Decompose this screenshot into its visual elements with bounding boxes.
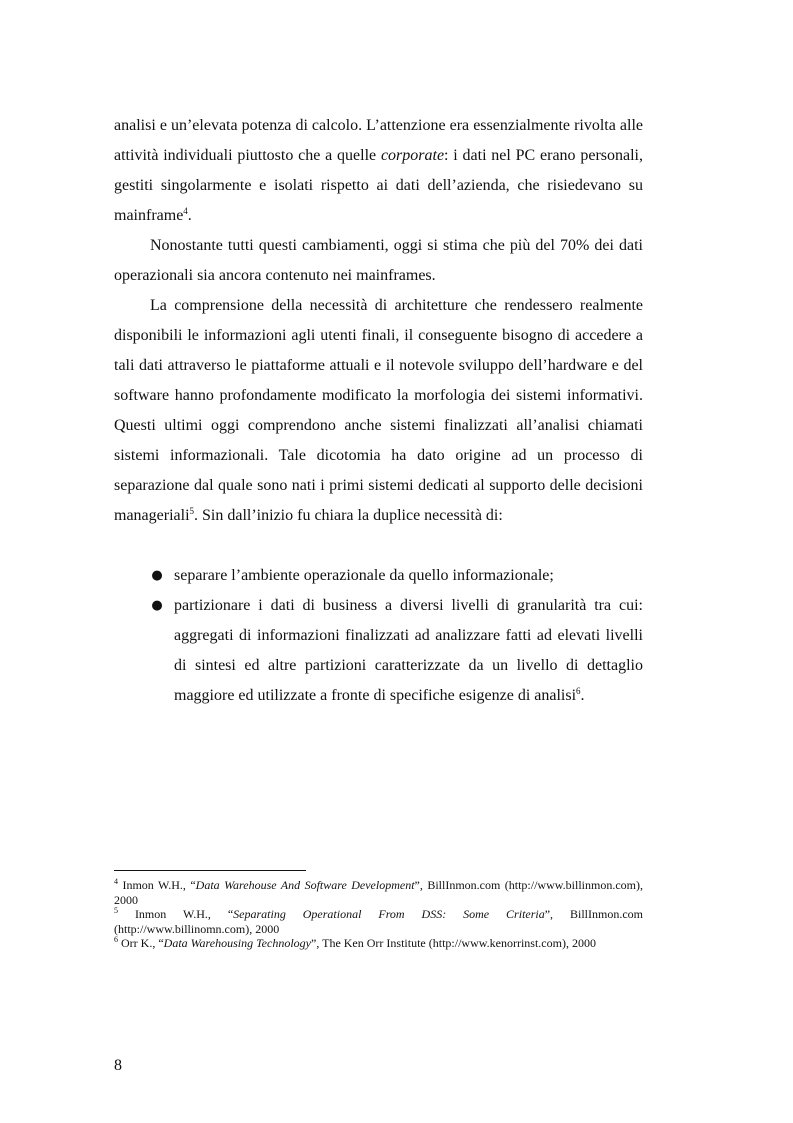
paragraph-1-text: analisi e un’elevata potenza di calcolo. L’attenzione era essenzialmente rivolta alle attività individuali piuttosto che a quelle <box>114 117 643 164</box>
footnote-ref-4[interactable]: 4 <box>183 206 188 216</box>
list-item <box>114 591 643 711</box>
footnote-number: 4 <box>114 877 118 886</box>
list-item-text: separare l’ambiente operazionale da quello informazionale; <box>174 567 554 584</box>
footnote-5 <box>114 907 643 936</box>
emphasis-corporate: corporate <box>380 147 445 164</box>
footnote-title: Separating Operational From DSS: Some Criteria <box>233 907 545 921</box>
footnote-6 <box>114 936 643 951</box>
body-text <box>114 111 643 711</box>
footnote-source: ”, BillInmon.com (http://www.billinomn.com), 2000 <box>114 907 643 936</box>
footnote-source: ”, The Ken Orr Institute (http://www.kenorrinst.com), 2000 <box>311 936 596 950</box>
paragraph-1-end: . <box>187 207 192 224</box>
paragraph-3-end: . Sin dall’inizio fu chiara la duplice necessità di: <box>194 507 503 524</box>
bullet-dot-icon: ● <box>151 598 163 613</box>
footnotes <box>114 878 643 951</box>
footnote-title: Data Warehouse And Software Development <box>195 878 415 892</box>
paragraph-3-text: La comprensione della necessità di architetture che rendessero realmente disponibili le informazioni agli utenti finali, il conseguente bisogno di accedere a tali dati attraverso le piattaforme attuali e il notevole sviluppo dell’hardware e del software hanno profondamente modificato la morfologia dei sistemi informativi. Questi ultimi oggi comprendono anche sistemi finalizzati all’analisi chiamati sistemi informazionali. Tale dicotomia ha dato origine ad un processo di separazione dal quale sono nati i primi sistemi dedicati al supporto delle decisioni manageriali <box>114 297 643 524</box>
footnote-title: Data Warehousing Technology <box>163 936 311 950</box>
footnote-4 <box>114 878 643 907</box>
list-item-end: . <box>580 687 585 704</box>
list-item-text: partizionare i dati di business a diversi livelli di granularità tra cui: aggregati di informazioni finalizzati ad analizzare fatti ad elevati livelli di sintesi ed altre partizioni caratterizzate da un livello di dettaglio maggiore ed utilizzate a fronte di specifiche esigenze di analisi <box>174 597 643 704</box>
footnote-ref-6[interactable]: 6 <box>576 686 581 696</box>
footnote-author: Orr K., “ <box>118 936 164 950</box>
footnote-number: 6 <box>114 935 118 944</box>
footnote-source: ”, BillInmon.com (http://www.billinmon.com), 2000 <box>114 878 643 907</box>
paragraph-1 <box>114 111 643 231</box>
footnote-separator <box>114 870 306 871</box>
paragraph-2: Nonostante tutti questi cambiamenti, oggi si stima che più del 70% dei dati operazionali sia ancora contenuto nei mainframes. <box>114 237 643 284</box>
footnote-author: Inmon W.H., “ <box>118 878 196 892</box>
paragraph-1-text-cont: : i dati nel PC erano personali, gestiti singolarmente e isolati rispetto ai dati dell’azienda, che risiedevano su mainframe <box>114 147 643 224</box>
footnote-ref-5[interactable]: 5 <box>189 506 195 516</box>
footnote-author: Inmon W.H., “ <box>118 907 234 921</box>
bullet-dot-icon: ● <box>151 568 163 583</box>
list-item <box>114 561 643 591</box>
footnote-number: 5 <box>114 906 118 915</box>
bullet-list <box>114 561 643 711</box>
page-number: 8 <box>114 1057 122 1074</box>
paragraph-3 <box>114 291 643 531</box>
